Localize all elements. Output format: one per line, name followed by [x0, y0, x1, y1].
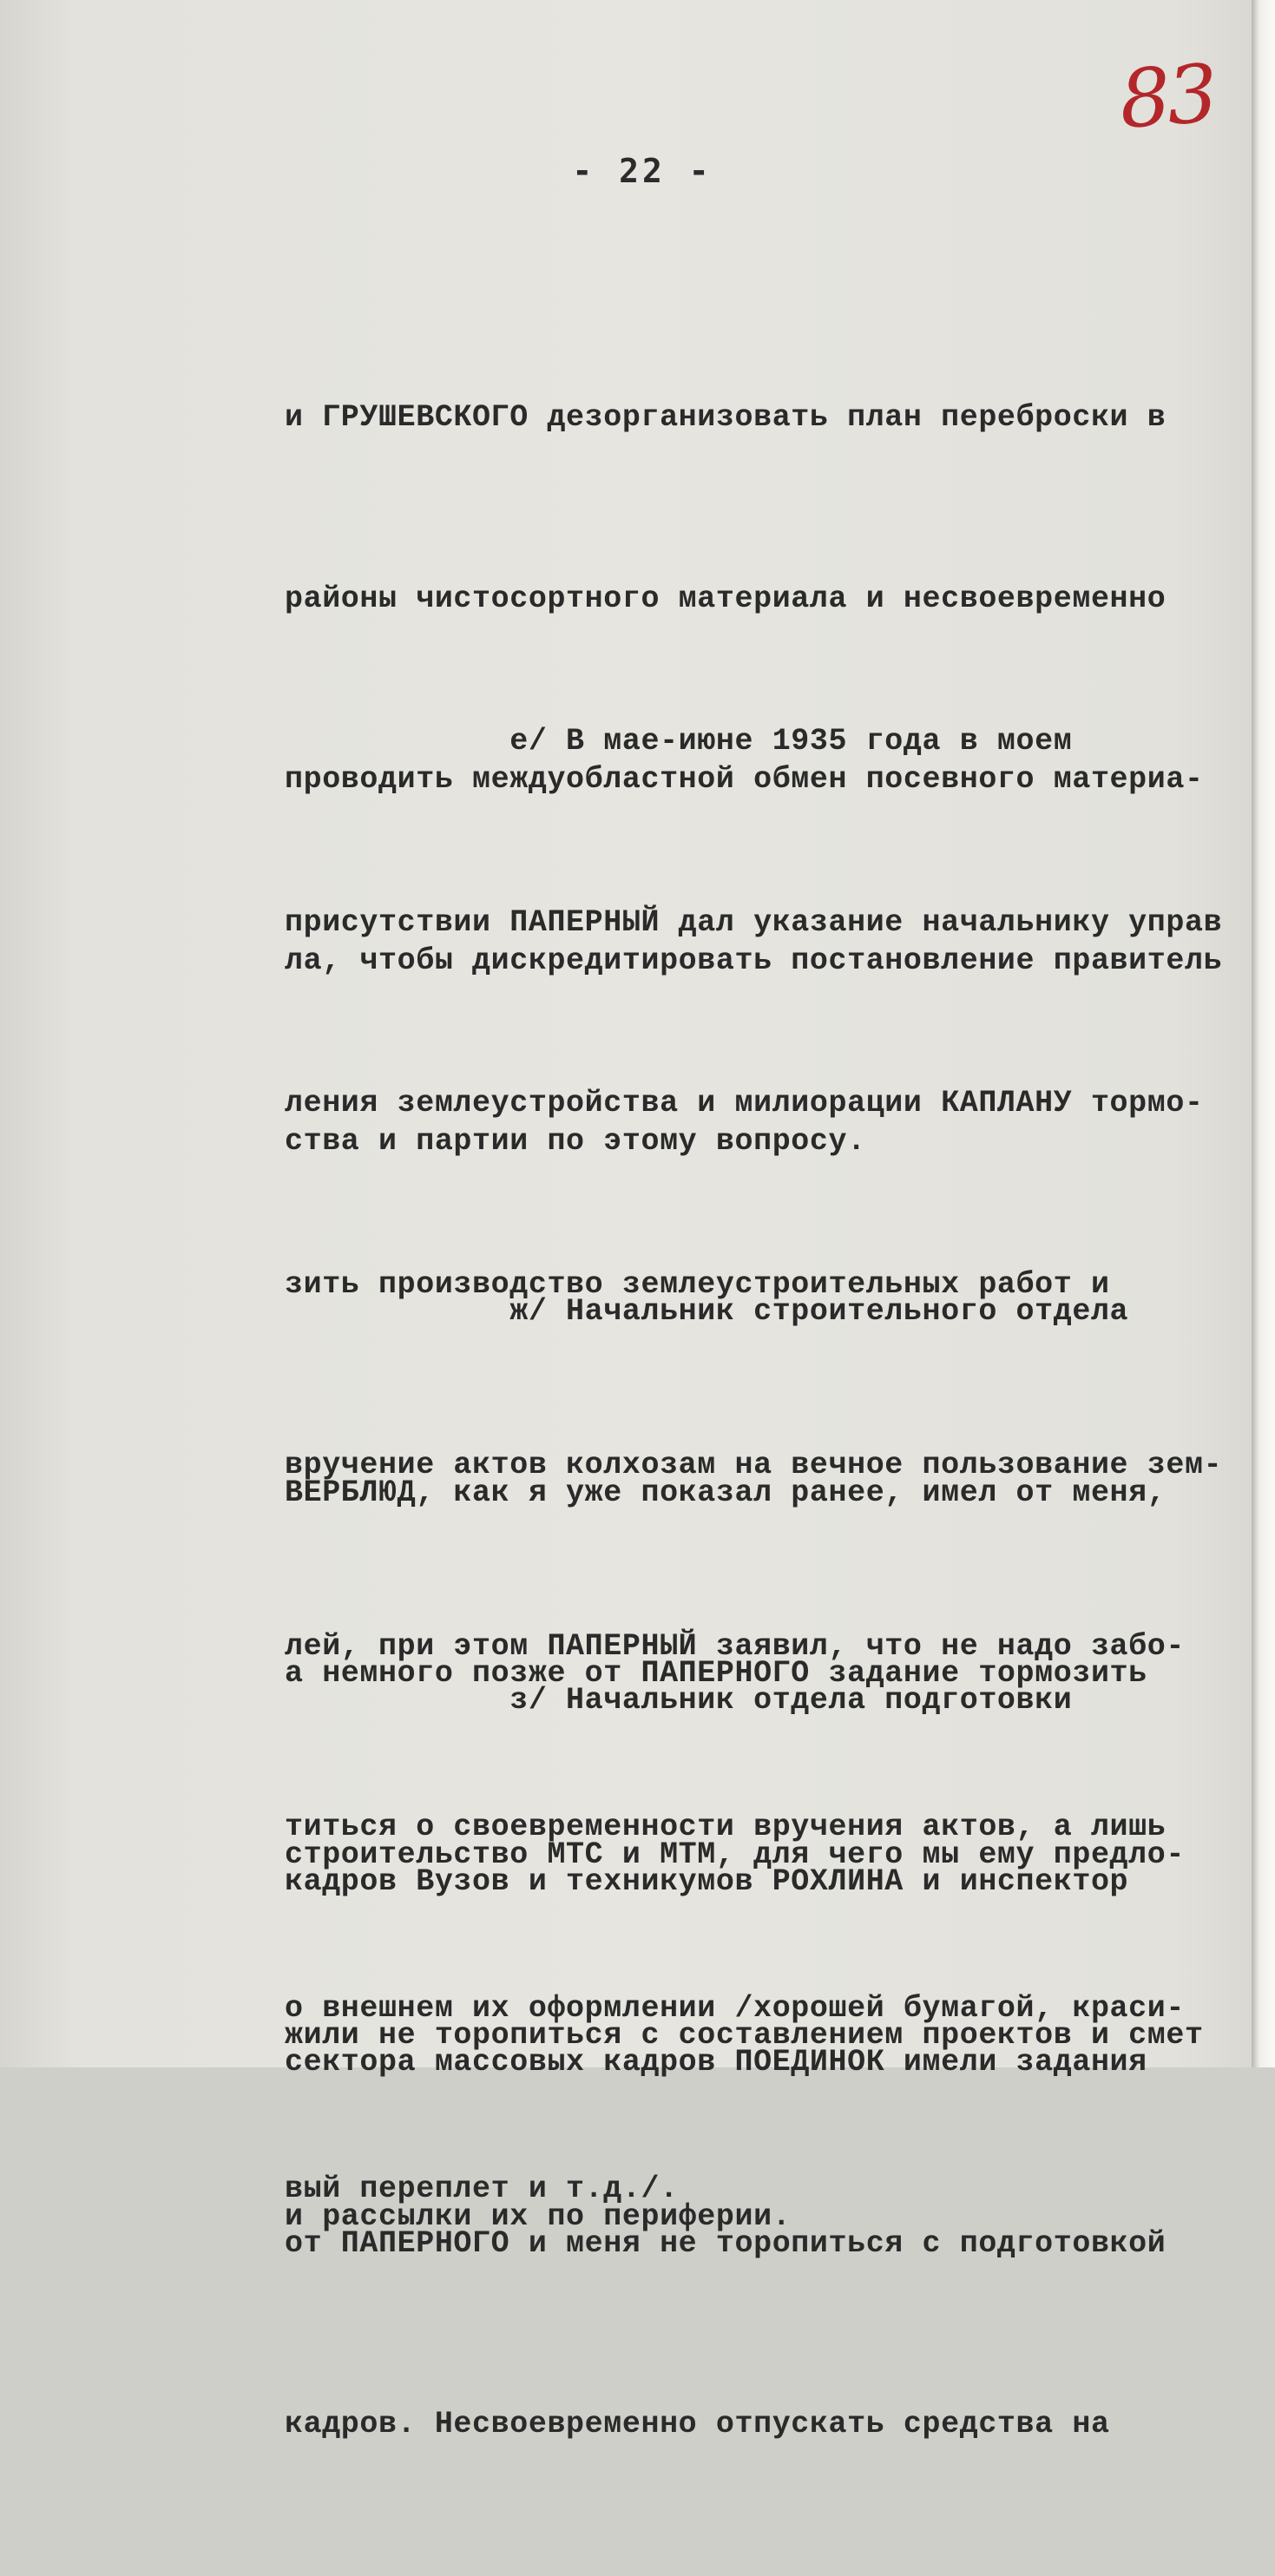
text-line: районы чистосортного материала и несвоевременно [285, 581, 1167, 616]
text-line: ВЕРБЛЮД, как я уже показал ранее, имел от меня, [285, 1475, 1167, 1510]
text-line: а немного позже от ПАПЕРНОГО задание тормозить [285, 1656, 1147, 1691]
text-line: лей, при этом ПАПЕРНЫЙ заявил, что не надо забо- [285, 1628, 1185, 1664]
text-line: проводить междуобластной обмен посевного материа- [285, 762, 1204, 797]
text-line: е/ В мае-июне 1935 года в моем [285, 724, 1073, 759]
text-line: з/ Начальник отдела подготовки [285, 1683, 1073, 1718]
text-line: жили не торопиться с составлением проектов и смет [285, 2018, 1204, 2053]
paragraph-4 [285, 1550, 1257, 2576]
text-line: ления землеустройства и милиорации КАПЛАНУ тормо- [285, 1086, 1204, 1120]
text-line: и рассылки их по периферии. [285, 2198, 792, 2234]
text-line: сектора массовых кадров ПОЕДИНОК имели задания [285, 2045, 1147, 2080]
text-line: строительство МТС и МТМ, для чего мы ему предло- [285, 1837, 1185, 1872]
text-line: присутствии ПАПЕРНЫЙ дал указание начальнику управ [285, 904, 1223, 940]
text-line: вручение актов колхозам на вечное пользование зем- [285, 1448, 1223, 1482]
text-line: и ГРУШЕВСКОГО дезорганизовать план переброски в [285, 400, 1167, 435]
text-line: зить производство землеустроительных работ и [285, 1266, 1110, 1302]
text-line: о внешнем их оформлении /хорошей бумагой, краси- [285, 1990, 1185, 2026]
text-line: от ПАПЕРНОГО и меня не торопиться с подготовкой [285, 2225, 1167, 2261]
page-number: - 22 - [572, 152, 713, 190]
text-line: ства и партии по этому вопросу. [285, 1124, 866, 1159]
page-edge [1252, 0, 1275, 2067]
archive-page-number: 83 [1116, 47, 1218, 147]
text-line: титься о своевременности вручения актов, а лишь [285, 1810, 1167, 1844]
text-line: кадров Вузов и техникумов РОХЛИНА и инспектор [285, 1863, 1129, 1899]
text-line: ж/ Начальник строительного отдела [285, 1294, 1129, 1329]
text-line: вый переплет и т.д./. [285, 2172, 679, 2206]
text-line: ла, чтобы дискредитировать постановление правитель [285, 943, 1223, 978]
text-line: кадров. Несвоевременно отпускать средства на [285, 2407, 1110, 2441]
